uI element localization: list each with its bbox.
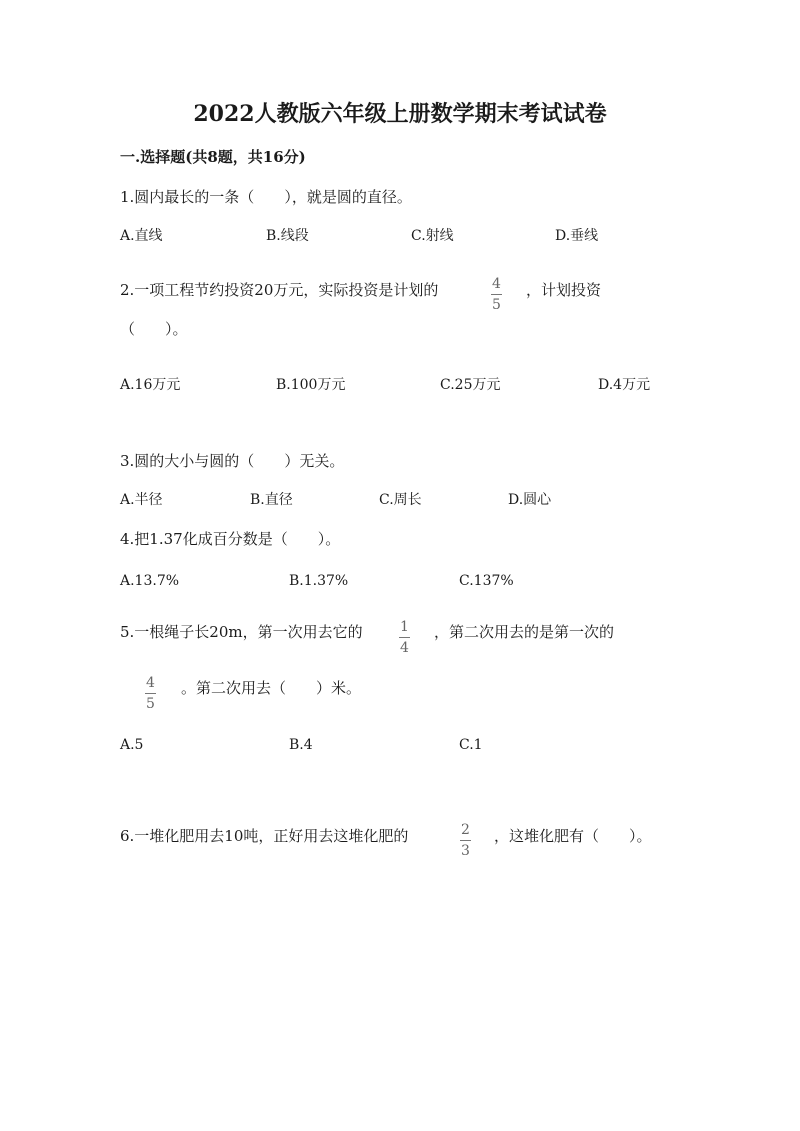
question-1-option-c: C.射线 [411,228,454,244]
fraction-denominator: 3 [461,843,470,859]
question-6-text: 6.一堆化肥用去10吨，正好用去这堆化肥的 [120,827,409,845]
question-2-option-b: B.100万元 [276,377,346,393]
fraction-bar [460,840,471,841]
question-1-text: 1.圆内最长的一条（ ），就是圆的直径。 [120,188,412,206]
question-5-fraction [399,620,410,655]
question-2-option-a: A.16万元 [120,377,181,393]
question-5-option-b: B.4 [289,737,313,753]
fraction-numerator: 4 [146,675,155,691]
fraction-denominator: 5 [146,696,155,712]
question-6-text-continued: ，这堆化肥有（ ）。 [494,827,652,845]
fraction-numerator: 2 [461,822,470,838]
question-5-text: 5.一根绳子长20m，第一次用去它的 [120,623,363,641]
question-2-text: 2.一项工程节约投资20万元，实际投资是计划的 [120,281,439,299]
question-3-option-d: D.圆心 [508,492,552,508]
fraction-bar [399,637,410,638]
question-1-option-b: B.线段 [266,228,309,244]
question-5-text-continued: ，第二次用去的是第一次的 [434,623,615,641]
fraction-numerator: 1 [400,619,409,635]
page-title: 2022人教版六年级上册数学期末考试试卷 [193,101,607,127]
fraction-denominator: 4 [400,640,409,656]
question-2-option-c: C.25万元 [440,377,501,393]
question-4-option-c: C.137% [459,573,514,589]
question-5-option-a: A.5 [120,737,144,753]
question-2-text-continued: ，计划投资 [526,281,602,299]
question-5-fraction-2 [145,676,156,711]
fraction-denominator: 5 [492,297,501,313]
question-1-option-d: D.垂线 [555,228,599,244]
fraction-bar [491,294,502,295]
section-heading: 一.选择题(共8题，共16分) [120,148,306,166]
question-4-option-b: B.1.37% [289,573,349,589]
fraction-numerator: 4 [492,276,501,292]
question-2-option-d: D.4万元 [598,377,651,393]
question-2-text-line2: （ ）。 [120,320,188,338]
question-5-text-line2: 。第二次用去（ ）米。 [181,679,362,697]
question-5-option-c: C.1 [459,737,483,753]
question-3-option-b: B.直径 [250,492,293,508]
question-3-option-c: C.周长 [379,492,422,508]
question-3-text: 3.圆的大小与圆的（ ）无关。 [120,452,345,470]
fraction-bar [145,693,156,694]
question-2-fraction [491,277,502,312]
question-4-text: 4.把1.37化成百分数是（ ）。 [120,530,341,548]
question-4-option-a: A.13.7% [120,573,180,589]
question-6-fraction [460,823,471,858]
question-1-option-a: A.直线 [120,228,163,244]
question-3-option-a: A.半径 [120,492,163,508]
